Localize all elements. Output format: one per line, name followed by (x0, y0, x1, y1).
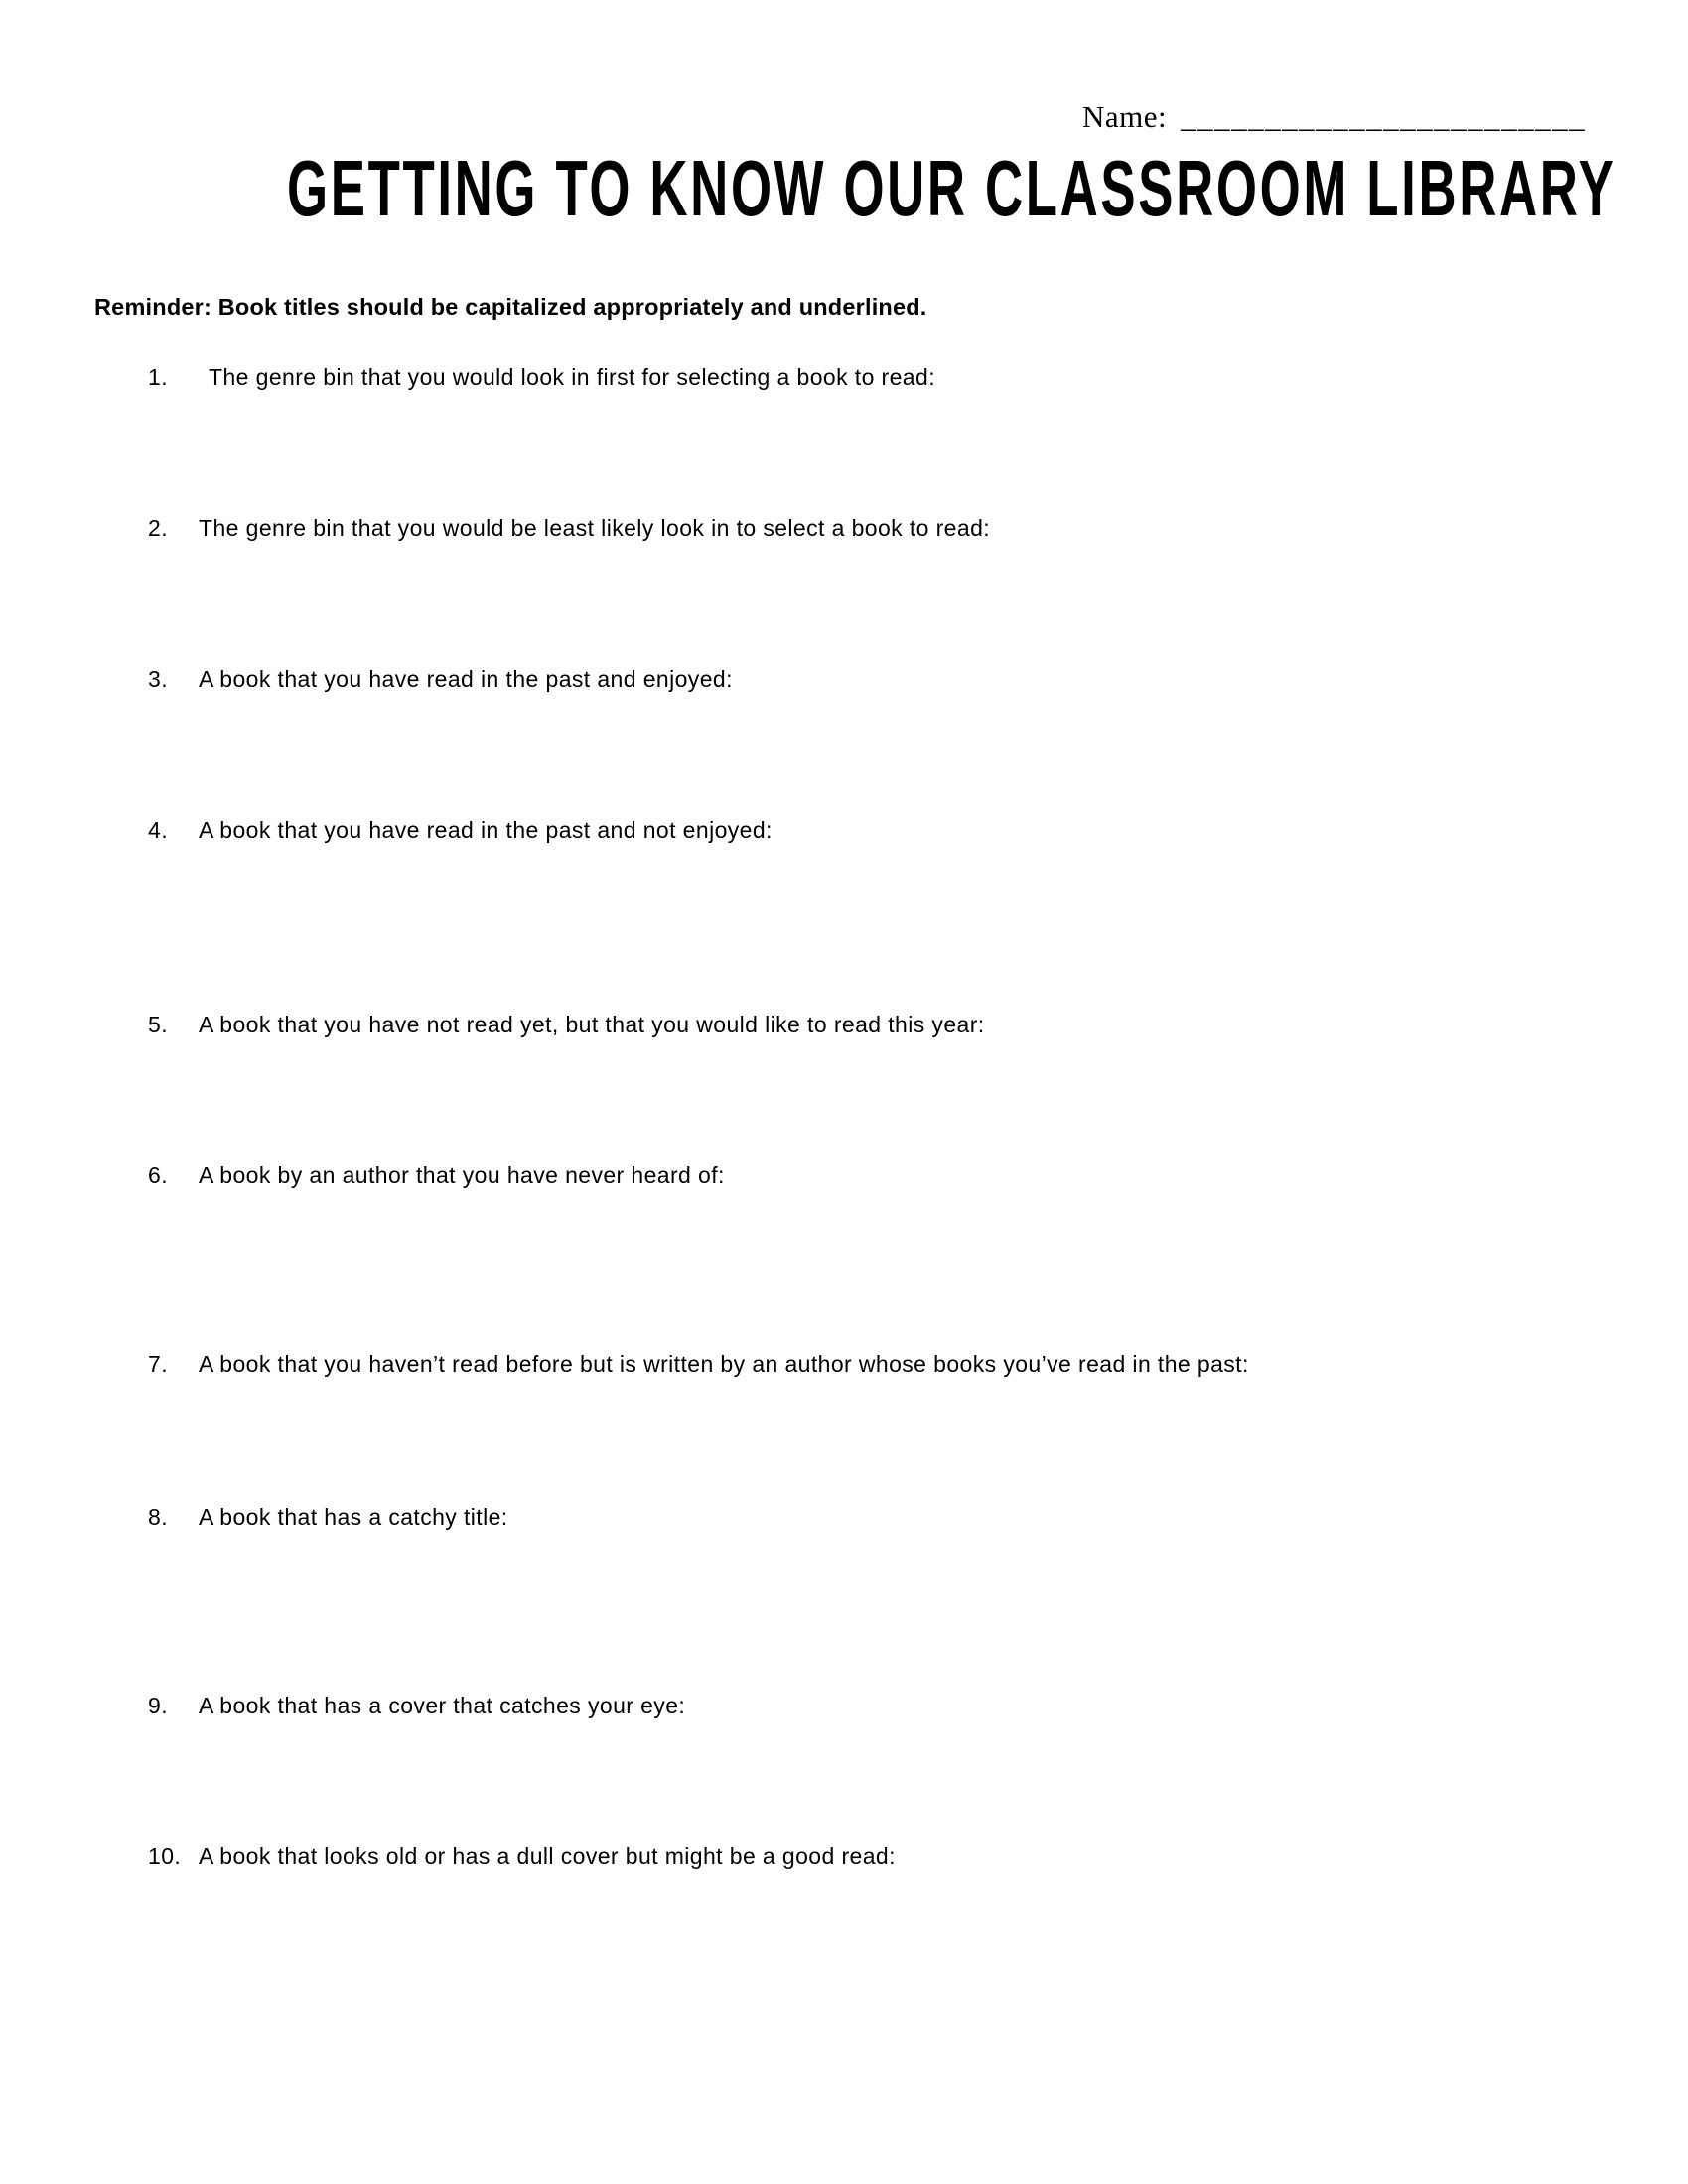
question-number: 9. (148, 1693, 168, 1718)
question-number: 8. (148, 1504, 168, 1530)
question-text: A book that you have read in the past and enjoyed: (199, 666, 733, 692)
question-number: 4. (148, 817, 168, 843)
name-label: Name: (1082, 99, 1168, 134)
question-text: A book that has a cover that catches your eye: (199, 1693, 686, 1718)
question-text: A book that you have read in the past and not enjoyed: (199, 817, 773, 843)
question-text: The genre bin that you would be least likely look in to select a book to read: (199, 515, 991, 541)
question-number: 7. (148, 1351, 168, 1377)
question-text: A book that has a catchy title: (199, 1504, 508, 1530)
question-number: 2. (148, 515, 168, 541)
question-number: 10. (148, 1843, 182, 1869)
question-number: 6. (148, 1162, 168, 1188)
question-text: A book that looks old or has a dull cover but might be a good read: (199, 1843, 896, 1869)
question-number: 5. (148, 1012, 168, 1037)
reminder-text: Reminder: Book titles should be capitalized appropriately and underlined. (94, 294, 927, 320)
question-number: 1. (148, 364, 168, 390)
question-number: 3. (148, 666, 168, 692)
question-text: The genre bin that you would look in first for selecting a book to read: (209, 364, 935, 390)
question-text: A book that you haven’t read before but is written by an author whose books you’ve read in the past: (199, 1351, 1249, 1377)
question-text: A book by an author that you have never heard of: (199, 1162, 725, 1188)
page-title: GETTING TO KNOW OUR CLASSROOM LIBRARY (287, 144, 1617, 232)
name-blank-line: ________________________ (1181, 99, 1587, 134)
question-text: A book that you have not read yet, but that you would like to read this year: (199, 1012, 985, 1037)
name-field-row (1082, 99, 1586, 135)
